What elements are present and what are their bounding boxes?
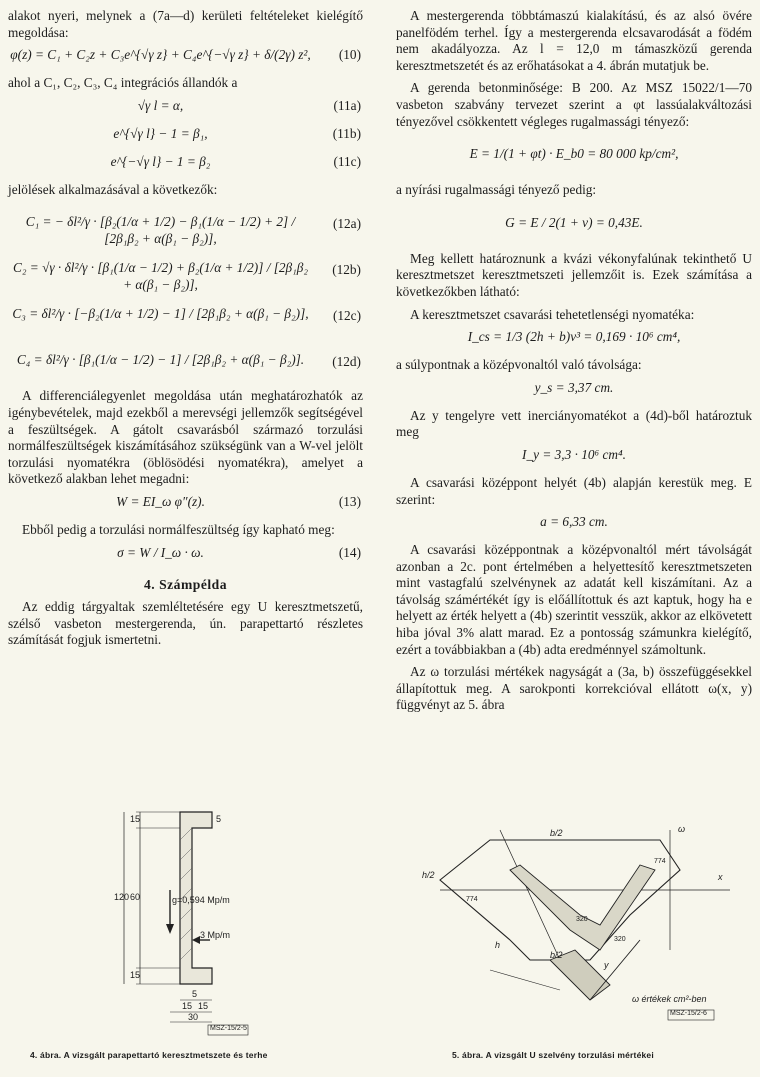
label-h2: h/2 bbox=[422, 870, 435, 880]
equation-12b bbox=[8, 250, 363, 290]
right-paragraph-9: A csavarási középpontnak a középvonaltól mért távolságát azonban a 2c. pont értelmében a helyettesítő keresztmetszeten mint vastagfalú szelvénynek az adatát kell kiszámítani. Az a távolság számértékét így is előállítottuk és azt kaptuk, hogy ha e helyett az érték helyett a (4b) szerintit vesszük, akkor az elkövetett hiba jóval 3% alatt marad. Ez a pontosság számunkra kielégítő, ezért a továbbiakban a (4b) adta eredménnyel számoltunk. bbox=[396, 542, 752, 657]
equation-13 bbox=[8, 494, 363, 516]
equation-14 bbox=[8, 545, 363, 567]
dim-mid: 60 bbox=[130, 892, 141, 902]
omega-value-4: 320 bbox=[614, 936, 626, 943]
equation-10-body: φ(z) = C₁ + C₂z + C₃e^{√γ z} + C₄e^{−√γ z} + δ/(2γ) z², bbox=[10, 47, 311, 63]
equation-G-body: G = E / 2(1 + ν) = 0,43E. bbox=[505, 214, 643, 230]
omega-diagram bbox=[510, 865, 655, 950]
load-label-g: g=0,594 Mp/m bbox=[172, 895, 230, 905]
dim-top: 15 bbox=[130, 814, 141, 824]
label-b2-top: b/2 bbox=[550, 828, 563, 838]
dim-side: 5 bbox=[216, 814, 222, 824]
label-omega: ω bbox=[678, 824, 686, 834]
equation-12b-number: (12b) bbox=[332, 262, 361, 278]
left-paragraph-5: Ebből pedig a torzulási normálfeszültség így kapható meg: bbox=[22, 521, 335, 537]
equation-11b bbox=[8, 126, 363, 148]
equation-Ics bbox=[396, 329, 752, 351]
dim-b4: 30 bbox=[188, 1012, 199, 1022]
equation-11a-number: (11a) bbox=[333, 97, 361, 113]
left-paragraph-3: jelölések alkalmazásával a következők: bbox=[8, 181, 218, 197]
equation-E bbox=[396, 136, 752, 176]
right-paragraph-6: a súlypontnak a középvonaltól való távolsága: bbox=[396, 357, 642, 373]
equation-11b-body: e^{√γ l} − 1 = β₁, bbox=[113, 125, 208, 141]
figure-4-drawing bbox=[100, 800, 320, 1045]
equation-12a bbox=[8, 204, 363, 244]
left-paragraph-4: A differenciálegyenlet megoldása után meghatározhatók az igénybevételek, majd ezekből a merevségi jellemzők segítségével a feszültségek. A gátolt csavarásból származó torzulási normálfeszültségek kiszámításához szükségünk van a W-vel jelölt torzulási nyomatékra (öblösödési nyomatékra), amelyet a következő alakban lehet megadni: bbox=[8, 388, 363, 487]
label-y: y bbox=[604, 960, 609, 970]
right-paragraph-10: Az ω torzulási mértékek nagyságát a (3a, b) összefüggésekkel állapítottuk meg. A sarokponti korrekcióval ellátott ω(x, y) függvényt az 5. ábra bbox=[396, 664, 752, 713]
omega-legend: ω értékek cm²-ben bbox=[632, 994, 707, 1004]
equation-G bbox=[396, 205, 752, 245]
equation-a-body: a = 6,33 cm. bbox=[540, 514, 608, 530]
equation-12c bbox=[8, 296, 363, 336]
equation-11b-number: (11b) bbox=[332, 125, 361, 141]
equation-12c-number: (12c) bbox=[332, 308, 361, 324]
equation-14-number: (14) bbox=[338, 544, 361, 560]
omega-value-2: 774 bbox=[654, 858, 666, 865]
figure-4-stamp: MSZ-15/2-5 bbox=[210, 1025, 247, 1032]
equation-12d-body: C₄ = δl²/γ · [β₁(1/α − 1/2) − 1] / [2β₁β₂ + α(β₁ − β₂)]. bbox=[16, 352, 305, 368]
figure-5 bbox=[400, 810, 750, 1050]
figure-4-caption: 4. ábra. A vizsgált parapettartó keresztmetszete és terhe bbox=[30, 1050, 268, 1060]
load-label-horizontal: 3 Mp/m bbox=[200, 930, 231, 940]
right-paragraph-7: Az y tengelyre vett inerciányomatékot a (4d)-ből határoztuk meg bbox=[396, 407, 752, 440]
equation-11a bbox=[8, 98, 363, 120]
equation-Iy bbox=[396, 447, 752, 469]
equation-11c bbox=[8, 154, 363, 176]
equation-12d bbox=[8, 342, 363, 382]
figure-5-caption: 5. ábra. A vizsgált U szelvény torzulási mértékei bbox=[452, 1050, 654, 1060]
right-paragraph-8: A csavarási középpont helyét (4b) alapján kerestük meg. E szerint: bbox=[396, 474, 752, 507]
dim-b2: 15 bbox=[182, 1001, 193, 1011]
left-paragraph-6: Az eddig tárgyaltak szemléltetésére egy U keresztmetszetű, szélső vasbeton mestergerenda, ún. parapettartó részletes számítását fogjuk ismertetni. bbox=[8, 599, 363, 648]
dim-total: 120 bbox=[114, 892, 130, 902]
equation-12b-body: C₂ = √γ · δl²/γ · [β₁(1/α − 1/2) + β₂(1/α + 1/2)] / [2β₁β₂ + α(β₁ − β₂)], bbox=[12, 260, 309, 292]
right-column bbox=[396, 8, 752, 720]
omega-value-1: 774 bbox=[466, 896, 478, 903]
right-paragraph-1: A mestergerenda többtámaszú kialakítású, és az alsó övére panelfödém terhel. Így a mestergerenda elcsavarodását a födém nem akadályozza. Az l = 12,0 m támaszközű gerenda keresztmetszetét és az erőhatásokat a 4. ábrán mutatjuk be. bbox=[396, 8, 752, 73]
dim-b3: 15 bbox=[198, 1001, 209, 1011]
equation-ys bbox=[396, 380, 752, 402]
equation-Ics-body: I_cs = 1/3 (2h + b)v³ = 0,169 · 10⁶ cm⁴, bbox=[467, 329, 681, 345]
right-paragraph-5: A keresztmetszet csavarási tehetetlenségi nyomatéka: bbox=[410, 306, 695, 322]
equation-10-number: (10) bbox=[338, 47, 361, 63]
equation-a bbox=[396, 514, 752, 536]
label-x: x bbox=[718, 872, 723, 882]
equation-12d-number: (12d) bbox=[332, 354, 361, 370]
section-heading: 4. Számpélda bbox=[143, 576, 228, 592]
equation-12a-body: C₁ = − δl²/γ · [β₂(1/α + 1/2) − β₁(1/α − 1/2) + 2] / [2β₁β₂ + α(β₁ − β₂)], bbox=[25, 214, 296, 246]
omega-value-3: 320 bbox=[576, 916, 588, 923]
left-column bbox=[8, 8, 363, 655]
figure-5-stamp: MSZ-15/2-6 bbox=[670, 1010, 707, 1017]
figure-4 bbox=[100, 800, 320, 1045]
dim-b1: 5 bbox=[192, 989, 198, 999]
equation-13-body: W = EI_ω φ″(z). bbox=[116, 493, 205, 509]
equation-12c-body: C₃ = δl²/γ · [−β₂(1/α + 1/2) − 1] / [2β₁β₂ + α(β₁ − β₂)], bbox=[12, 306, 309, 322]
label-h: h bbox=[495, 940, 501, 950]
equation-12a-number: (12a) bbox=[332, 216, 361, 232]
left-paragraph-1: alakot nyeri, melynek a (7a—d) kerületi feltételeket kielégítő megoldása: bbox=[8, 8, 363, 40]
equation-14-body: σ = W / I_ω · ω. bbox=[117, 544, 204, 560]
right-paragraph-4: Meg kellett határoznunk a kvázi vékonyfalúnak tekinthető U keresztmetszet keresztmetszeti jellemzőit is. Ezek számítása a következőkben látható: bbox=[396, 250, 752, 299]
right-paragraph-2: A gerenda betonminősége: B 200. Az MSZ 15022/1—70 vasbeton szabvány tervezet szerint a φt lassúalakváltozási tényezővel csökkentett végleges rugalmassági tényező: bbox=[396, 80, 752, 129]
left-paragraph-2: ahol a C₁, C₂, C₃, C₄ integrációs állandók a bbox=[8, 75, 238, 91]
right-paragraph-3: a nyírási rugalmassági tényező pedig: bbox=[396, 182, 597, 198]
equation-11c-number: (11c) bbox=[333, 153, 361, 169]
equation-11c-body: e^{−√γ l} − 1 = β₂ bbox=[110, 153, 211, 169]
equation-10 bbox=[8, 47, 363, 69]
equation-E-body: E = 1/(1 + φt) · E_b0 = 80 000 kp/cm², bbox=[469, 146, 679, 162]
label-b2-bottom: b/2 bbox=[550, 950, 563, 960]
equation-13-number: (13) bbox=[338, 493, 361, 509]
dim-bot: 15 bbox=[130, 970, 141, 980]
equation-11a-body: √γ l = α, bbox=[137, 97, 184, 113]
equation-ys-body: y_s = 3,37 cm. bbox=[534, 379, 614, 395]
equation-Iy-body: I_y = 3,3 · 10⁶ cm⁴. bbox=[522, 446, 626, 462]
